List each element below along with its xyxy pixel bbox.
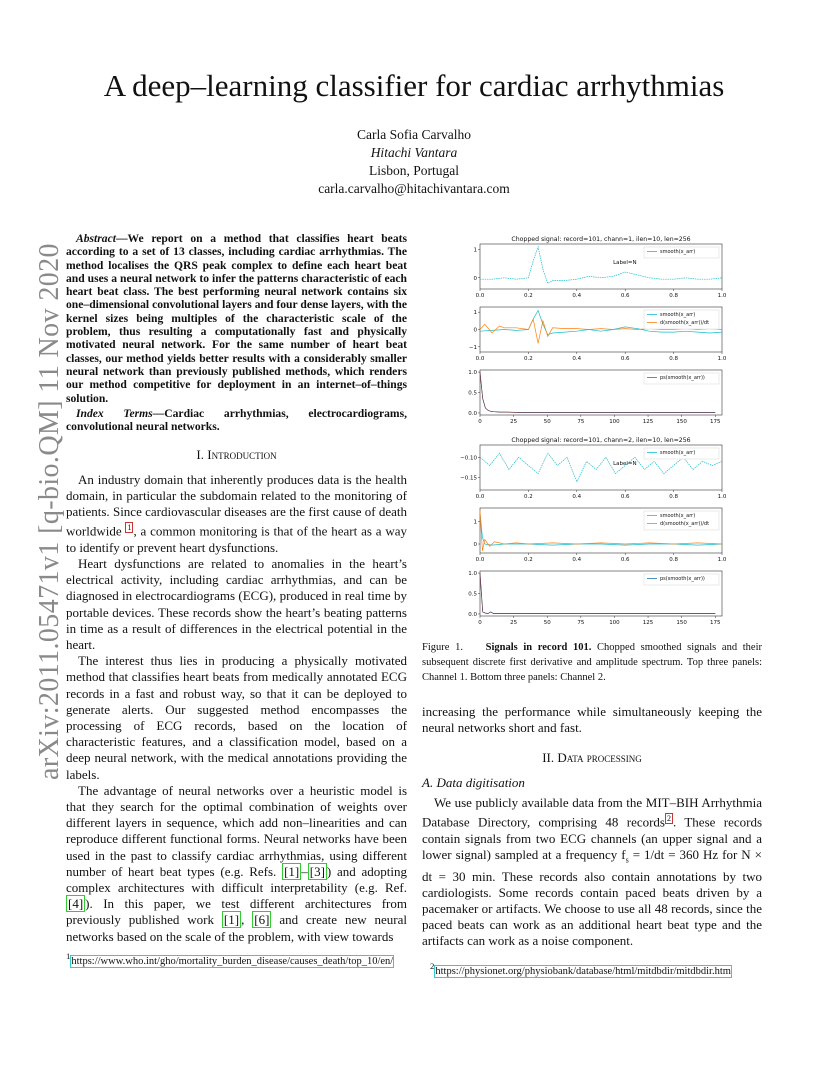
intro-p4-dash: – bbox=[301, 863, 308, 879]
x-tick-label: 0.6 bbox=[620, 293, 630, 299]
intro-p4-comma: , bbox=[241, 912, 253, 928]
author-block bbox=[0, 126, 828, 198]
x-tick-label: 1.0 bbox=[717, 356, 727, 362]
legend-label: smooth(x_arr) bbox=[660, 513, 696, 519]
author-email: carla.carvalho@hitachivantara.com bbox=[318, 181, 510, 196]
y-tick-label: 1.0 bbox=[468, 571, 477, 578]
x-tick-label: 0 bbox=[478, 620, 482, 626]
footnote-link-1[interactable]: 1 bbox=[127, 523, 132, 533]
author-affiliation: Hitachi Vantara bbox=[370, 145, 458, 160]
chart-panel-1 bbox=[474, 236, 727, 299]
index-terms-label: Index Terms bbox=[76, 406, 153, 420]
y-tick-label: 0 bbox=[473, 327, 477, 334]
x-tick-label: 0.2 bbox=[524, 557, 533, 563]
panel-title: Chopped signal: record=101, chann=2, ilen=10, len=256 bbox=[511, 437, 691, 444]
x-tick-label: 0.8 bbox=[669, 557, 678, 563]
x-tick-label: 25 bbox=[510, 620, 518, 626]
x-tick-label: 50 bbox=[543, 419, 551, 425]
y-tick-label: 0.0 bbox=[468, 611, 477, 618]
intro-continuation: increasing the performance while simultaneously keeping the neural networks short and fast. bbox=[422, 704, 762, 736]
legend-label: smooth(x_arr) bbox=[660, 312, 696, 318]
chart-panel-3 bbox=[468, 370, 722, 425]
figure-caption-bold: Signals in record 101. bbox=[485, 642, 592, 653]
x-tick-label: 75 bbox=[577, 419, 585, 425]
citation-link-4[interactable]: [4] bbox=[68, 896, 84, 912]
x-tick-label: 175 bbox=[710, 419, 721, 425]
x-tick-label: 0.4 bbox=[572, 356, 582, 362]
x-tick-label: 175 bbox=[710, 620, 721, 626]
x-tick-label: 0.6 bbox=[620, 494, 630, 500]
intro-paragraph-3: The interest thus lies in producing a physically motivated method that classifies heart beats from medically annotated ECG records in a fast and robust way, so that it can be deployed to generate alerts. Our suggested method encompasses the processing of ECG records, based on the location of characteristic features, and a classification model, based on a deep neural network, with the medical annotations providing the labels. bbox=[66, 653, 407, 782]
y-tick-label: 0 bbox=[473, 542, 477, 548]
x-tick-label: 125 bbox=[642, 419, 654, 425]
y-tick-label: 0.0 bbox=[468, 410, 477, 417]
data-paragraph-1 bbox=[422, 795, 762, 950]
y-tick-label: −1 bbox=[468, 344, 477, 351]
x-tick-label: 0.8 bbox=[669, 494, 678, 500]
figure-1-caption bbox=[422, 640, 762, 685]
intro-p4-text-b: ) and adopting complex architectures with difficult interpretability (e.g. Ref. bbox=[66, 863, 408, 896]
section-heading-data-processing: II. Data processing bbox=[542, 750, 642, 766]
x-tick-label: 0.4 bbox=[572, 494, 582, 500]
x-tick-label: 0.0 bbox=[475, 293, 485, 299]
panel-title: Chopped signal: record=101, chann=1, ilen=10, len=256 bbox=[511, 236, 691, 243]
x-tick-label: 0.0 bbox=[475, 557, 485, 563]
x-tick-label: 0.6 bbox=[620, 356, 630, 362]
chart-panel-5 bbox=[474, 508, 727, 563]
intro-p1-text-b: , a common monitoring is that of the heart as a way to identify or prevent heart dysfunctions. bbox=[66, 523, 407, 555]
chart-panel-6 bbox=[468, 571, 722, 626]
legend-label: ps(smooth(x_arr)) bbox=[660, 576, 705, 582]
subsection-heading-data-digitisation: A. Data digitisation bbox=[422, 774, 525, 790]
y-tick-label: 1 bbox=[473, 247, 477, 254]
index-terms-text: —Cardiac arrhythmias, electrocardiograms, convolutional neural networks. bbox=[66, 406, 407, 434]
y-tick-label: −0.15 bbox=[460, 475, 477, 482]
right-column bbox=[422, 704, 762, 950]
legend-label: d(smooth(x_arr))/dt bbox=[660, 320, 710, 326]
legend-label: ps(smooth(x_arr)) bbox=[660, 375, 705, 381]
x-tick-label: 125 bbox=[642, 620, 654, 626]
data-p1-sub: s bbox=[625, 855, 629, 865]
footnote-2 bbox=[430, 960, 770, 978]
intro-paragraph-1 bbox=[66, 472, 407, 556]
y-tick-label: 1.0 bbox=[468, 370, 477, 377]
figure-1-plots bbox=[455, 232, 730, 630]
x-tick-label: 150 bbox=[676, 419, 687, 425]
y-tick-label: −0.10 bbox=[460, 455, 477, 462]
x-tick-label: 150 bbox=[676, 620, 687, 626]
section-heading-introduction: I. Introduction bbox=[196, 447, 277, 463]
abstract-label: Abstract bbox=[76, 232, 116, 245]
legend-label: d(smooth(x_arr))/dt bbox=[660, 521, 710, 527]
y-tick-label: 0.5 bbox=[468, 390, 477, 397]
x-tick-label: 0.8 bbox=[669, 356, 678, 362]
footnote-2-mark: 2 bbox=[430, 961, 435, 971]
x-tick-label: 1.0 bbox=[717, 557, 727, 563]
x-tick-label: 25 bbox=[510, 419, 518, 425]
x-tick-label: 50 bbox=[543, 620, 551, 626]
x-tick-label: 0.4 bbox=[572, 557, 582, 563]
data-p1-text-c: = 1/dt = 360 Hz for N × dt = 30 min. These records also contain annotations by two cardiologists. Some records contain paced beats driven by a pacemaker or artifacts. We choose to use all 48 records, since the paced beats can work as an additional heart beat type and the artifacts can work as a noise component. bbox=[422, 846, 762, 949]
intro-paragraph-2: Heart dysfunctions are related to anomalies in the heart’s electrical activity, including cardiac arrhythmias, and can be diagnosed in electrocardiograms (ECG), produced in real time by portable devices. These records show the heart’s beating patterns in time as a result of differences in the electrical potential in the heart. bbox=[66, 556, 407, 653]
legend-label: smooth(x_arr) bbox=[660, 450, 696, 456]
citation-link-1[interactable]: [1] bbox=[284, 863, 300, 879]
intro-p4-text-c: ). In this paper, we test different architectures from previously published work bbox=[66, 896, 407, 928]
y-tick-label: 0 bbox=[473, 275, 477, 282]
left-column bbox=[66, 232, 407, 945]
y-tick-label: 1 bbox=[473, 310, 477, 317]
abstract-text: —We report on a method that classifies heart beats according to a set of 13 classes, including cardiac arrhythmias. The method localises the QRS peak complex to define each heart beat and uses a neural network to infer the patterns characteristic of each heart beat class. The best performing neural network contains six one–dimensional convolutional layers and four dense layers, with the kernel sizes being multiples of the characteristic scale of the problem, thus resulting a computationally fast and physically motivated neural network. For the same number of heart beat classes, our method yields better results with a considerably smaller neural network than previously published methods, which renders our method competitive for deployment in an internet–of–things solution. bbox=[66, 232, 407, 405]
x-tick-label: 0.2 bbox=[524, 293, 533, 299]
author-location: Lisbon, Portugal bbox=[369, 163, 459, 178]
footnote-1 bbox=[66, 950, 406, 968]
data-p1-text-a: We use publicly available data from the MIT–BIH Arrhythmia Database Directory, comprising 48 records bbox=[422, 794, 762, 830]
x-tick-label: 0.0 bbox=[475, 356, 485, 362]
paper-title: A deep–learning classifier for cardiac arrhythmias bbox=[103, 68, 725, 103]
x-tick-label: 1.0 bbox=[717, 293, 727, 299]
footnote-2-url[interactable]: https://physionet.org/physiobank/database/html/mitdbdir/mitdbdir.htm bbox=[435, 965, 731, 977]
intro-p1-text-a: An industry domain that inherently produces data is the health domain, in particular the subdomain related to the monitoring of patients. Since cardiovascular diseases are the first cause of death worldwide bbox=[66, 471, 407, 539]
chart-panel-2 bbox=[469, 307, 727, 362]
citation-link-1b[interactable]: [1] bbox=[223, 912, 240, 928]
index-terms bbox=[66, 407, 407, 434]
arxiv-id-text: arXiv:2011.05471v1 [q-bio.QM] 11 Nov 2020 bbox=[34, 243, 65, 780]
intro-paragraph-4 bbox=[66, 783, 407, 945]
footnote-link-2[interactable]: 2 bbox=[667, 814, 671, 824]
citation-link-3[interactable]: [3] bbox=[309, 863, 325, 879]
intro-p4-text-d: and create new neural networks based on the scale of the problem, with view towards bbox=[66, 912, 408, 944]
arxiv-identifier bbox=[14, 243, 65, 780]
x-tick-label: 0.8 bbox=[669, 293, 678, 299]
panel-annotation: Label=N bbox=[613, 461, 637, 467]
intro-p4-text-a: The advantage of neural networks over a heuristic model is that they search for the optimal combination of weights over different layers in sequence, which add non–linearities and can reproduce different functional forms. Neural networks have been used in the past to classify cardiac arrhythmias, using different number of heart beat types (e.g. Refs. bbox=[66, 782, 407, 879]
abstract bbox=[66, 232, 407, 405]
footnote-1-mark: 1 bbox=[66, 951, 71, 961]
x-tick-label: 1.0 bbox=[717, 494, 727, 500]
x-tick-label: 0 bbox=[478, 419, 482, 425]
legend-label: smooth(x_arr) bbox=[660, 249, 696, 255]
y-tick-label: 0.5 bbox=[468, 591, 477, 598]
x-tick-label: 75 bbox=[577, 620, 585, 626]
x-tick-label: 0.2 bbox=[524, 356, 533, 362]
chart-panel-4 bbox=[460, 437, 727, 500]
figure-caption-rest: Chopped smoothed signals and their subsequent discrete first derivative and amplitude spectrum. Top three panels: Channel 1. Bottom three panels: Channel 2. bbox=[422, 642, 762, 683]
author-name: Carla Sofia Carvalho bbox=[357, 127, 471, 142]
citation-link-6[interactable]: [6] bbox=[254, 912, 270, 928]
x-tick-label: 100 bbox=[609, 419, 620, 425]
panel-annotation: Label=N bbox=[613, 260, 637, 266]
figure-label: Figure 1. bbox=[422, 642, 463, 653]
x-tick-label: 0.6 bbox=[620, 557, 630, 563]
x-tick-label: 0.0 bbox=[475, 494, 485, 500]
footnote-1-url[interactable]: https://www.who.int/gho/mortality_burden_disease/causes_death/top_10/en/ bbox=[71, 955, 394, 967]
x-tick-label: 100 bbox=[609, 620, 620, 626]
x-tick-label: 0.2 bbox=[524, 494, 533, 500]
y-tick-label: 1 bbox=[473, 519, 477, 526]
x-tick-label: 0.4 bbox=[572, 293, 582, 299]
data-p1-text-b: . These records contain signals from two ECG channels (an upper signal and a lower signal) sampled at a frequency f bbox=[422, 814, 763, 862]
